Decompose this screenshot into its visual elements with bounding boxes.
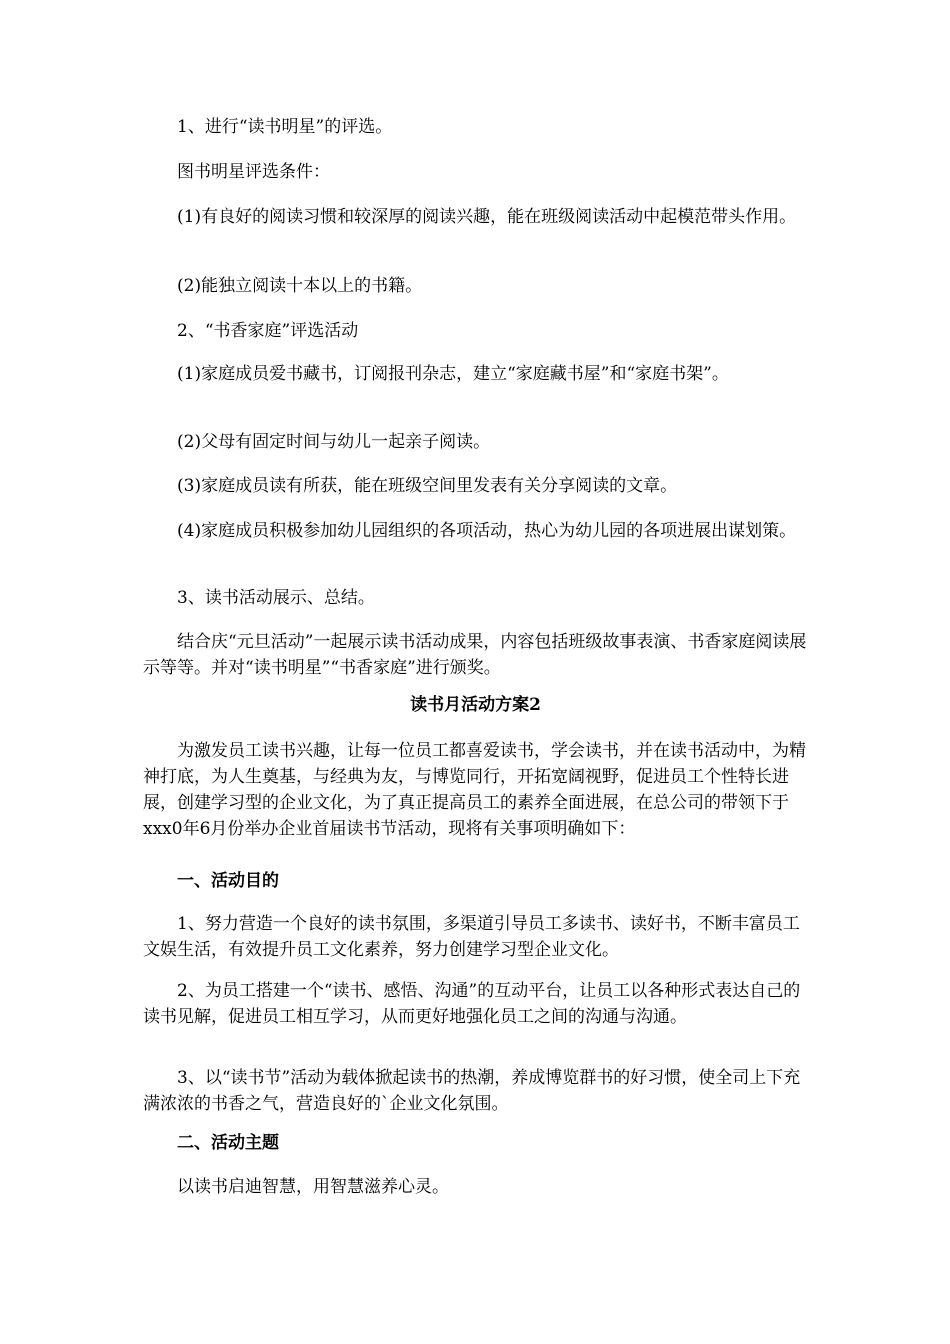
- paragraph-family-1: (1)家庭成员爱书藏书，订阅报刊杂志，建立“家庭藏书屋”和“家庭书架”。: [177, 364, 729, 384]
- paragraph-family-award: 2、“书香家庭”评选活动: [177, 321, 359, 341]
- paragraph-family-4: (4)家庭成员积极参加幼儿园组织的各项活动，热心为幼儿园的各项进展出谋划策。: [177, 521, 797, 541]
- paragraph-intro: 为激发员工读书兴趣，让每一位员工都喜爱读书，学会读书，并在读书活动中，为精神打底，为人生奠基，与经典为友，与博览同行，开拓宽阔视野，促进员工个性特长进展，创建学习型的企业文化，为了真正提高员工的素养全面进展，在总公司的带领下于xxx0年6月份举办企业首届读书节活动，现将有关事项明确如下：: [143, 741, 806, 839]
- paragraph-new-year: 结合庆“元旦活动”一起展示读书活动成果，内容包括班级故事表演、书香家庭阅读展示等等。并对“读书明星”“书香家庭”进行颁奖。: [143, 632, 807, 678]
- paragraph-reading-star: 1、进行“读书明星”的评选。: [177, 117, 393, 137]
- paragraph-family-2: (2)父母有固定时间与幼儿一起亲子阅读。: [177, 432, 491, 452]
- paragraph-theme: 以读书启迪智慧，用智慧滋养心灵。: [177, 1177, 449, 1197]
- paragraph-goal-1: 1、努力营造一个良好的读书氛围，多渠道引导员工多读书、读好书，不断丰富员工文娱生活，有效提升员工文化素养，努力创建学习型企业文化。: [143, 914, 800, 960]
- paragraph-star-criteria: 图书明星评选条件：: [177, 162, 330, 182]
- heading-theme: 二、活动主题: [177, 1133, 279, 1153]
- paragraph-goal-2: 2、为员工搭建一个“读书、感悟、沟通”的互动平台，让员工以各种形式表达自己的读书见解，促进员工相互学习，从而更好地强化员工之间的沟通与沟通。: [143, 981, 801, 1027]
- heading-purpose: 一、活动目的: [177, 871, 279, 891]
- paragraph-family-3: (3)家庭成员读有所获，能在班级空间里发表有关分享阅读的文章。: [177, 476, 678, 496]
- section-title: 读书月活动方案2: [410, 695, 541, 715]
- paragraph-goal-3: 3、以“读书节”活动为载体掀起读书的热潮，养成博览群书的好习惯，使全司上下充满浓浓的书香之气，营造良好的`企业文化氛围。: [143, 1068, 801, 1114]
- paragraph-showcase: 3、读书活动展示、总结。: [177, 588, 375, 608]
- paragraph-criteria-1: (1)有良好的阅读习惯和较深厚的阅读兴趣，能在班级阅读活动中起模范带头作用。: [177, 207, 797, 227]
- paragraph-criteria-2: (2)能独立阅读十本以上的书籍。: [177, 276, 423, 296]
